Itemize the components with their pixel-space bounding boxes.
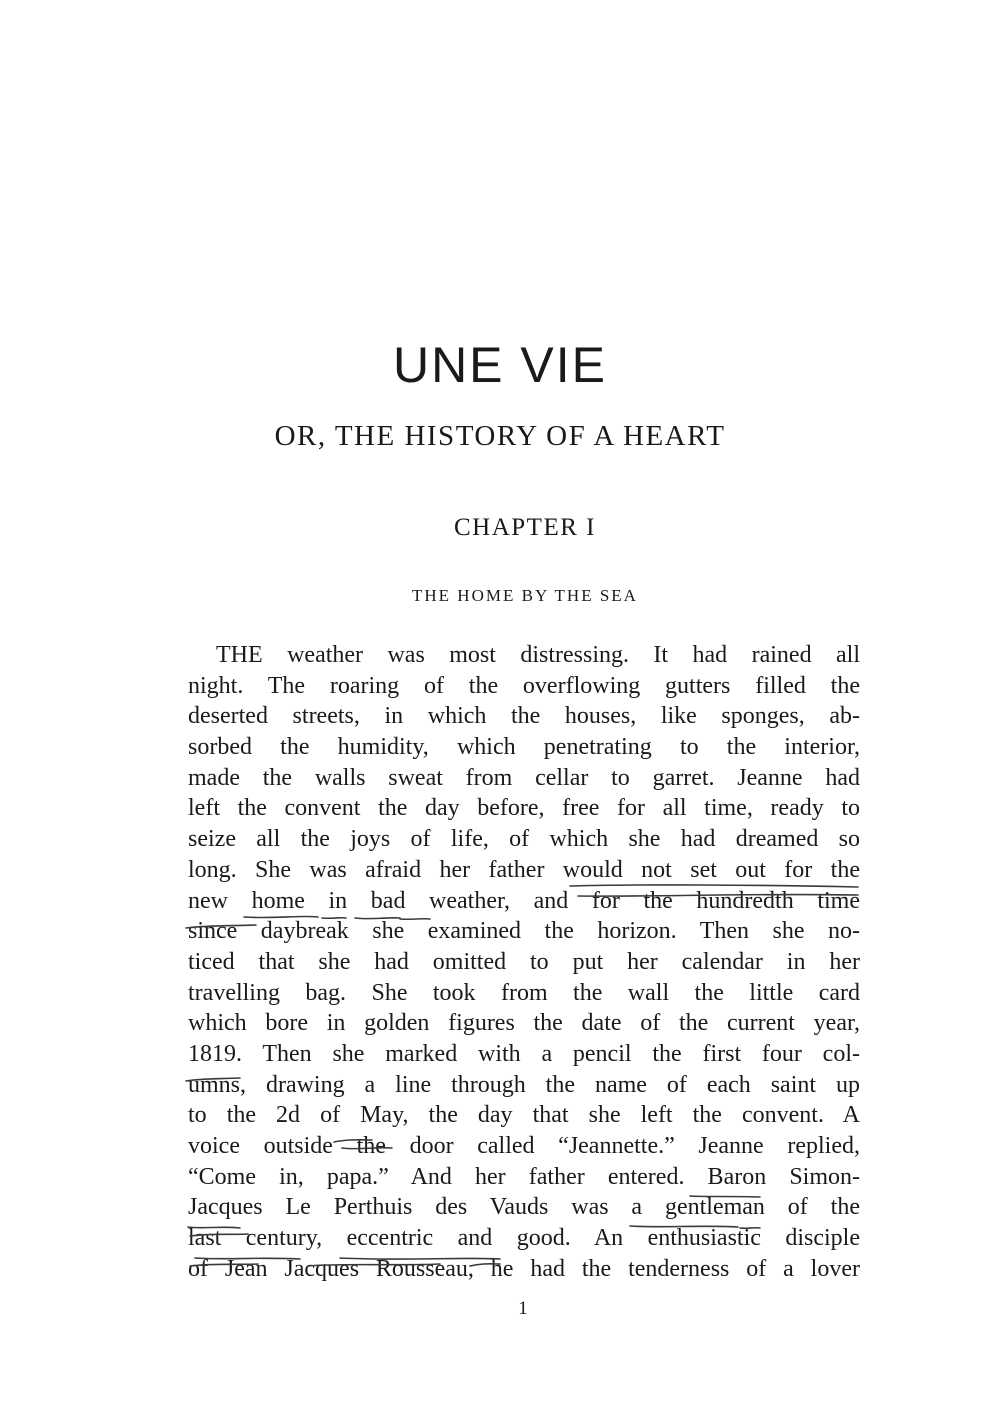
text-line: ticed that she had omitted to put her calendar in her bbox=[188, 948, 860, 975]
text-line: of Jean Jacques Rousseau, he had the tenderness of a lover bbox=[188, 1255, 860, 1282]
text-line: deserted streets, in which the houses, like sponges, ab- bbox=[188, 703, 860, 730]
text-line: 1819. Then she marked with a pencil the first four col- bbox=[188, 1040, 860, 1067]
text-line: “Come in, papa.” And her father entered. Baron Simon- bbox=[188, 1163, 860, 1190]
text-line: left the convent the day before, free for all time, ready to bbox=[188, 795, 860, 822]
text-line: umns, drawing a line through the name of each saint up bbox=[188, 1071, 860, 1098]
book-subtitle: OR, THE HISTORY OF A HEART bbox=[274, 420, 726, 452]
text-line: since daybreak she examined the horizon. Then she no- bbox=[188, 918, 860, 945]
text-line: last century, eccentric and good. An enthusiastic disciple bbox=[188, 1225, 860, 1252]
body-text bbox=[188, 640, 860, 1284]
text-line: to the 2d of May, the day that she left the convent. A bbox=[188, 1102, 860, 1129]
drop-word: THE bbox=[216, 642, 263, 668]
section-title: THE HOME BY THE SEA bbox=[412, 586, 638, 605]
text-line: THE weather was most distressing. It had rained all bbox=[216, 642, 860, 668]
text-line: travelling bag. She took from the wall the little card bbox=[188, 979, 860, 1006]
page-number: 1 bbox=[518, 1298, 528, 1319]
text-line: which bore in golden figures the date of the current year, bbox=[188, 1010, 860, 1037]
text-line: night. The roaring of the overflowing gutters filled the bbox=[188, 672, 860, 699]
text-line: made the walls sweat from cellar to garret. Jeanne had bbox=[188, 764, 860, 791]
text-line: long. She was afraid her father would not set out for the bbox=[188, 856, 860, 883]
book-title: UNE VIE bbox=[392, 337, 608, 393]
text-line: seize all the joys of life, of which she had dreamed so bbox=[188, 826, 860, 853]
text-line: Jacques Le Perthuis des Vauds was a gentleman of the bbox=[188, 1194, 860, 1221]
text-line: new home in bad weather, and for the hundredth time bbox=[188, 887, 860, 914]
text-line: voice outside the door called “Jeannette.” Jeanne replied, bbox=[188, 1133, 860, 1159]
text-line: sorbed the humidity, which penetrating to the interior, bbox=[188, 734, 860, 761]
chapter-heading: CHAPTER I bbox=[454, 514, 596, 541]
